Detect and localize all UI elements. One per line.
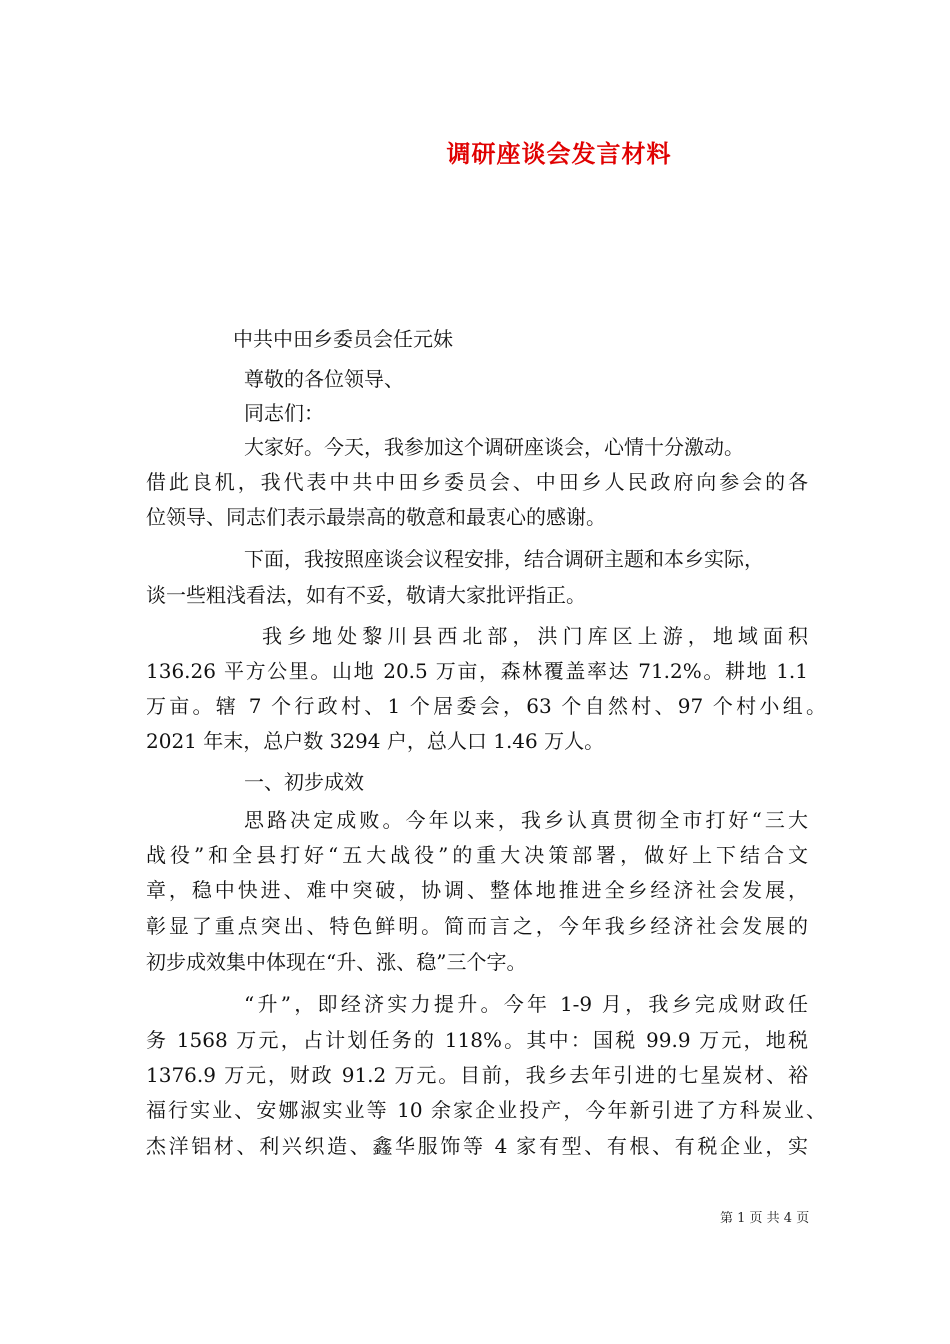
paragraph-line: 大家好。今天，我参加这个调研座谈会，心情十分激动。	[244, 435, 744, 459]
section-heading: 一、初步成效	[244, 770, 364, 794]
paragraph-line: 战役”和全县打好“五大战役”的重大决策部署，做好上下结合文	[146, 843, 808, 867]
paragraph-line: 彰显了重点突出、特色鲜明。简而言之，今年我乡经济社会发展的	[146, 914, 808, 938]
paragraph-line: 2021 年末，总户数 3294 户，总人口 1.46 万人。	[146, 729, 605, 753]
paragraph-line: 我乡地处黎川县西北部，洪门库区上游，地域面积	[262, 624, 808, 648]
paragraph-line: 福行实业、安娜淑实业等 10 余家企业投产，今年新引进了方科炭业、	[146, 1098, 826, 1122]
paragraph-line: 章，稳中快进、难中突破，协调、整体地推进全乡经济社会发展，	[146, 878, 808, 902]
paragraph-line: 万亩。辖 7 个行政村、1 个居委会，63 个自然村、97 个村小组。	[146, 694, 826, 718]
paragraph-line: 位领导、同志们表示最崇高的敬意和最衷心的感谢。	[146, 505, 606, 529]
paragraph-line: 思路决定成败。今年以来，我乡认真贯彻全市打好“三大	[244, 808, 808, 832]
paragraph-line: 初步成效集中体现在“升、涨、稳”三个字。	[146, 950, 527, 974]
salutation-line-1: 尊敬的各位领导、	[244, 367, 404, 391]
page-footer: 第 1 页 共 4 页	[720, 1211, 810, 1226]
paragraph-line: “升”，即经济实力提升。今年 1-9 月，我乡完成财政任	[244, 992, 808, 1016]
paragraph-line: 借此良机，我代表中共中田乡委员会、中田乡人民政府向参会的各	[146, 470, 808, 494]
paragraph-line: 1376.9 万元，财政 91.2 万元。目前，我乡去年引进的七星炭材、裕	[146, 1063, 808, 1087]
paragraph-line: 136.26 平方公里。山地 20.5 万亩，森林覆盖率达 71.2%。耕地 1.1	[146, 659, 808, 683]
paragraph-line: 谈一些粗浅看法，如有不妥，敬请大家批评指正。	[146, 583, 586, 607]
paragraph-line: 下面，我按照座谈会议程安排，结合调研主题和本乡实际，	[244, 547, 764, 571]
paragraph-line: 务 1568 万元，占计划任务的 118%。其中：国税 99.9 万元，地税	[146, 1028, 808, 1052]
document-title: 调研座谈会发言材料	[446, 139, 672, 168]
paragraph-line: 杰洋铝材、利兴织造、鑫华服饰等 4 家有型、有根、有税企业，实	[146, 1134, 808, 1158]
salutation-line-2: 同志们：	[244, 401, 324, 425]
author-line: 中共中田乡委员会任元妹	[233, 327, 453, 351]
